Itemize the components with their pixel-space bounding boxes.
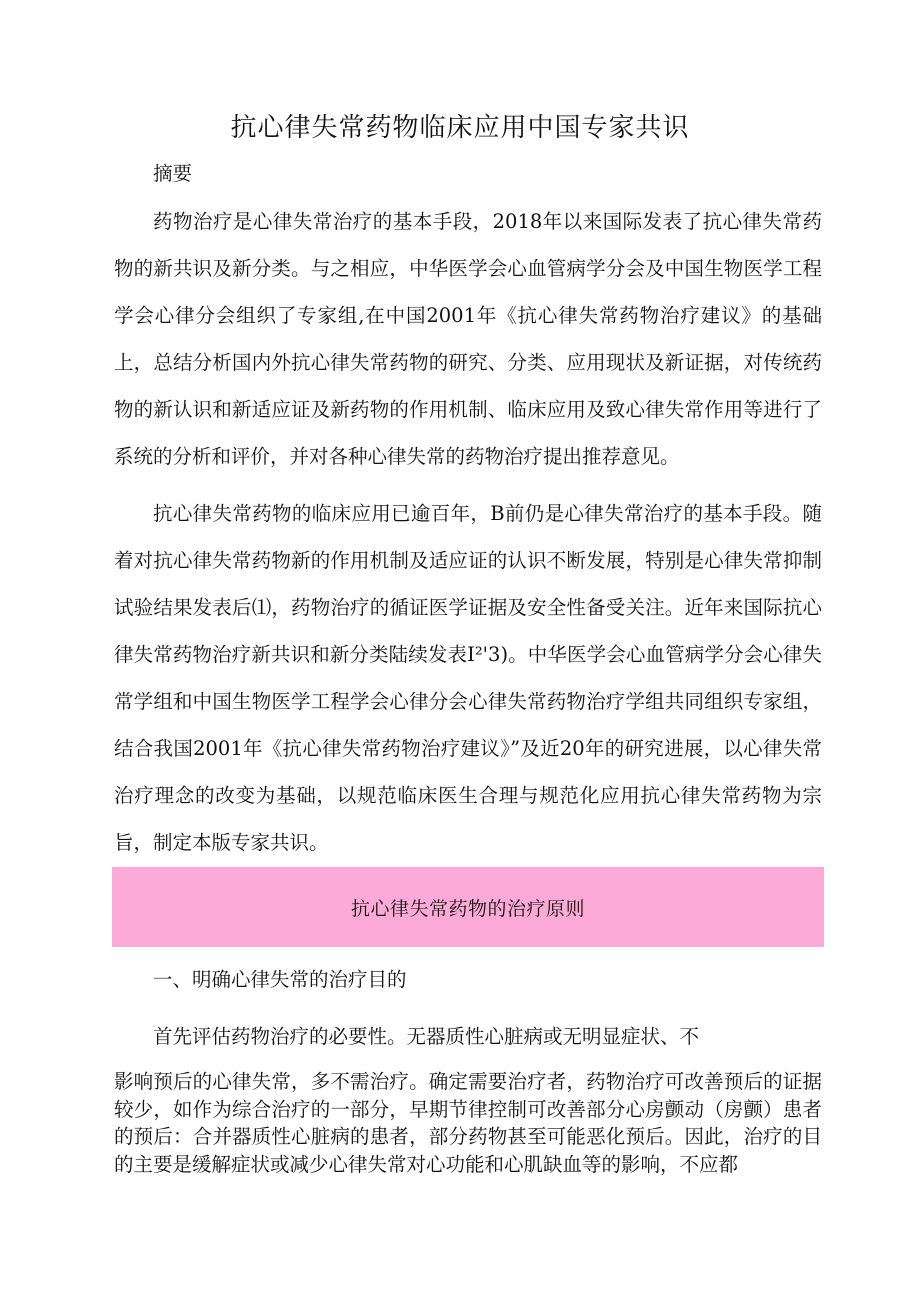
abstract-paragraph: 药物治疗是心律失常治疗的基本手段，2018年以来国际发表了抗心律失常药物的新共识及新分类。与之相应，中华医学会心血管病学分会及中国生物医学工程学会心律分会组织了专家组,在中国2001年《抗心律失常药物治疗建议》的基础上，总结分析国内外抗心律失常药物的研究、分类、应用现状及新证据，对传统药物的新认识和新适应证及新药物的作用机制、临床应用及致心律失常作用等进行了系统的分析和评价，并对各种心律失常的药物治疗提出推荐意见。	[114, 210, 822, 468]
section-body-paragraph: 影响预后的心律失常，多不需治疗。确定需要治疗者，药物治疗可改善预后的证据较少，如作为综合治疗的一部分，早期节律控制可改善部分心房颤动（房颤）患者的预后：合并器质性心脏病的患者，部分药物甚至可能恶化预后。因此，治疗的目的主要是缓解症状或减少心律失常对心功能和心肌缺血等的影响，不应都	[114, 1070, 822, 1176]
abstract-paragraph-block	[114, 198, 822, 480]
section-body-block	[114, 1068, 822, 1178]
section-banner	[112, 867, 824, 947]
abstract-label: 摘要	[153, 162, 193, 185]
intro-paragraph: 抗心律失常药物的临床应用已逾百年，B前仍是心律失常治疗的基本手段。随着对抗心律失常药物新的作用机制及适应证的认识不断发展，特别是心律失常抑制试验结果发表后⑴，药物治疗的循证医学证据及安全性备受关注。近年来国际抗心律失常药物治疗新共识和新分类陆续发表I²'3)。中华医学会心血管病学分会心律失常学组和中国生物医学工程学会心律分会心律失常药物治疗学组共同组织专家组，结合我国2001年《抗心律失常药物治疗建议》”及近20年的研究进展，以心律失常治疗理念的改变为基础，以规范临床医生合理与规范化应用抗心律失常药物为宗旨，制定本版专家共识。	[114, 502, 822, 854]
section-lead-line: 首先评估药物治疗的必要性。无器质性心脏病或无明显症状、不	[153, 1025, 700, 1048]
document-title: 抗心律失常药物临床应用中国专家共识	[230, 113, 690, 143]
banner-heading: 抗心律失常药物的治疗原则	[350, 897, 585, 920]
section-heading: 一、明确心律失常的治疗目的	[153, 968, 407, 991]
intro-paragraph-block	[114, 490, 822, 866]
